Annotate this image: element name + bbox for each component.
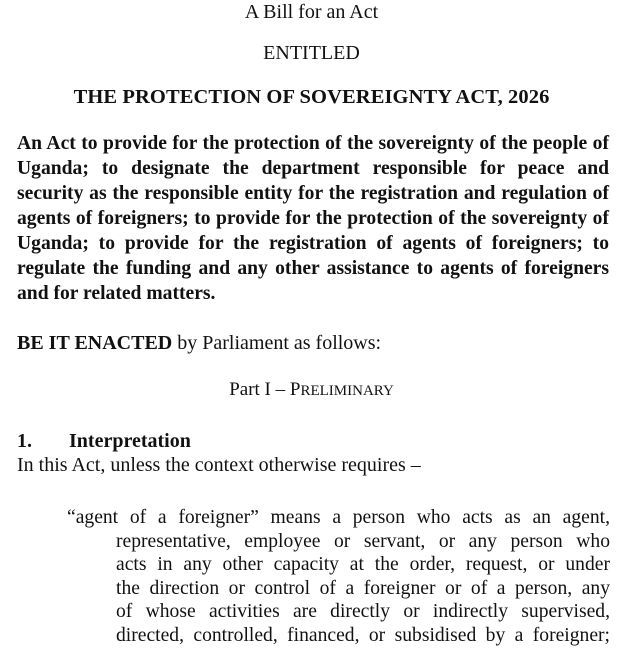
enacting-clause-rest: by Parliament as follows:: [172, 332, 382, 354]
section-number: 1.: [17, 430, 32, 452]
definition-line: the direction or control of a foreigner or of a person, any: [116, 577, 610, 599]
enacting-clause: [17, 332, 381, 354]
definition-agent-of-a-foreigner: [67, 506, 610, 648]
definition-line: directed, controlled, financed, or subsidised by a foreigner;: [116, 624, 610, 646]
act-title: THE PROTECTION OF SOVEREIGNTY ACT, 2026: [73, 86, 550, 108]
section-intro: In this Act, unless the context otherwise requires –: [17, 454, 421, 476]
definition-line: representative, employee or servant, or any person who: [116, 530, 610, 552]
part-heading: [0, 379, 623, 402]
part-heading-prefix: Part I –: [229, 379, 290, 400]
definition-line: “agent of a foreigner” means a person who acts as an agent,: [67, 507, 610, 528]
entitled-label: ENTITLED: [263, 42, 360, 64]
definition-line: of whose activities are directly or indirectly supervised,: [116, 601, 610, 623]
long-title: An Act to provide for the protection of the sovereignty of the people of Uganda; to designate the department responsible for peace and security as the responsible entity for the registration and regulation of agents of foreigners; to provide for the protection of the sovereignty of Uganda; to provide for the registration of agents of foreigners; to regulate the funding and any other assistance to agents of foreigners and for related matters.: [17, 133, 609, 304]
bill-heading: A Bill for an Act: [244, 1, 379, 23]
definition-line: acts in any other capacity at the order, request, or under: [116, 554, 610, 576]
enacting-clause-bold: BE IT ENACTED: [17, 332, 173, 354]
part-heading-title: PRELIMINARY: [289, 379, 394, 400]
section-heading: [17, 430, 191, 452]
section-title: Interpretation: [69, 430, 191, 452]
